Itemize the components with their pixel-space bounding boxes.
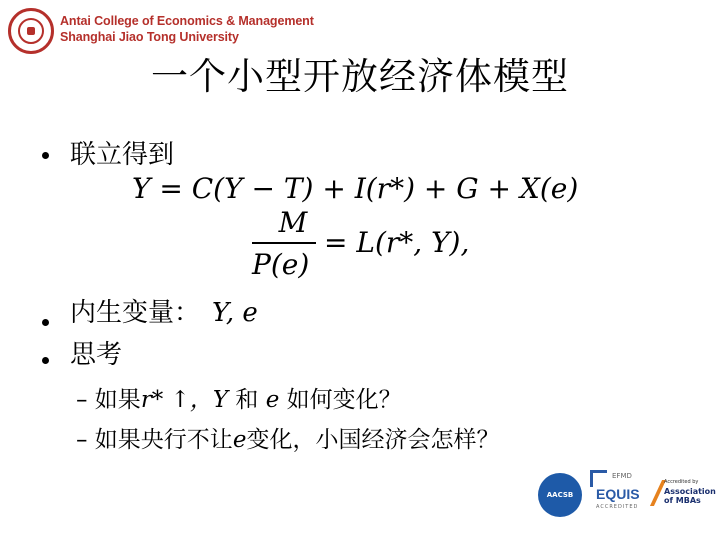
equation-lm-numerator: M — [278, 206, 308, 239]
school-name — [60, 13, 314, 45]
amba-line2: of MBAs — [664, 496, 701, 505]
q1-part-e: e — [265, 387, 280, 413]
q2-part-b: e — [232, 427, 247, 453]
bullet-dot — [42, 152, 49, 159]
fraction-bar — [252, 242, 316, 244]
bullet-text-endogenous — [70, 298, 258, 328]
q1-part-a: – 如果 — [76, 387, 141, 413]
amba-logo — [656, 478, 716, 508]
q1-part-b: r* ↑， — [140, 387, 213, 413]
equation-lm-denominator: P(e) — [252, 248, 310, 281]
q1-part-c: Y — [212, 387, 229, 413]
q2-part-c: 变化，小国经济会怎样？ — [246, 427, 500, 453]
amba-top-text: Accredited by — [664, 479, 699, 485]
bullet-text-think: 思考 — [70, 340, 123, 370]
bullet-dot — [42, 319, 49, 326]
equation-lm-rhs: = L(r*, Y), — [324, 226, 470, 259]
q2-part-a: – 如果央行不让 — [76, 427, 233, 453]
sub-bullet-question-2 — [76, 426, 499, 454]
school-name-line2: Shanghai Jiao Tong University — [60, 30, 239, 44]
bullet-text-simultaneous: 联立得到 — [70, 140, 175, 170]
amba-line1: Association — [664, 487, 716, 496]
bullet-dot — [42, 357, 49, 364]
school-name-line1: Antai College of Economics & Management — [60, 14, 314, 28]
q1-part-f: 如何变化？ — [279, 387, 402, 413]
sub-bullet-question-1 — [76, 386, 402, 414]
efmd-text: EFMD — [612, 472, 632, 480]
slide-title: 一个小型开放经济体模型 — [151, 55, 569, 98]
equis-logo — [590, 470, 650, 518]
endogenous-vars: Y, e — [212, 298, 258, 328]
equis-text: EQUIS — [596, 486, 640, 502]
q1-part-d: 和 — [228, 387, 266, 413]
endogenous-label: 内生变量： — [70, 298, 201, 328]
equation-is: Y = C(Y − T) + I(r*) + G + X(e) — [132, 172, 579, 205]
aacsb-logo: AACSB — [538, 473, 582, 517]
accredited-text: ACCREDITED — [596, 504, 639, 510]
